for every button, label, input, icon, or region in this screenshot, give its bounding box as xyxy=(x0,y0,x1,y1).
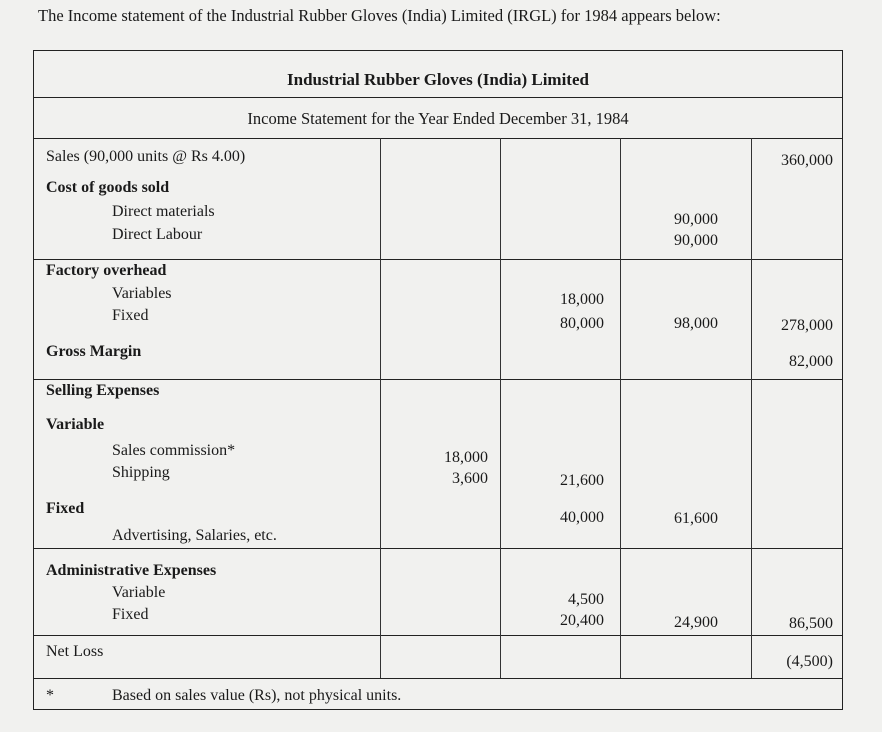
fixed-selling-label: Fixed xyxy=(46,500,85,517)
column-divider-1 xyxy=(380,138,381,678)
admin-subtotal: 24,900 xyxy=(674,614,718,631)
administrative-expenses-label: Administrative Expenses xyxy=(46,562,217,579)
sales-commission-value: 18,000 xyxy=(444,449,488,466)
admin-fixed-value: 20,400 xyxy=(560,612,604,629)
direct-labour-label: Direct Labour xyxy=(112,226,203,243)
fo-variables-label: Variables xyxy=(112,285,172,302)
rule-under-admin xyxy=(34,635,842,636)
company-name: Industrial Rubber Gloves (India) Limited xyxy=(287,70,589,89)
admin-variable-value: 4,500 xyxy=(568,591,604,608)
sales-total: 360,000 xyxy=(781,152,833,169)
column-divider-2 xyxy=(500,138,501,678)
fo-subtotal: 98,000 xyxy=(674,315,718,332)
cogs-label: Cost of goods sold xyxy=(46,179,170,196)
variable-selling-subtotal: 21,600 xyxy=(560,472,604,489)
net-loss-label: Net Loss xyxy=(46,643,104,660)
shipping-value: 3,600 xyxy=(452,470,488,487)
shipping-label: Shipping xyxy=(112,464,170,481)
footnote-text: Based on sales value (Rs), not physical units. xyxy=(112,687,402,704)
column-divider-4 xyxy=(751,138,752,678)
admin-variable-label: Variable xyxy=(112,584,166,601)
rule-under-selling xyxy=(34,548,842,549)
admin-fixed-label: Fixed xyxy=(112,606,149,623)
direct-materials-label: Direct materials xyxy=(112,203,215,220)
fo-fixed-label: Fixed xyxy=(112,307,149,324)
rule-under-title xyxy=(34,138,842,139)
selling-subtotal: 61,600 xyxy=(674,510,718,527)
faint-page-text xyxy=(725,30,729,46)
direct-labour-value: 90,000 xyxy=(674,232,718,249)
factory-overhead-label: Factory overhead xyxy=(46,262,167,279)
rule-under-gross-margin xyxy=(34,379,842,380)
advertising-label: Advertising, Salaries, etc. xyxy=(112,527,277,544)
net-loss-total: (4,500) xyxy=(786,653,833,670)
fo-fixed-value: 80,000 xyxy=(560,315,604,332)
sales-commission-label: Sales commission* xyxy=(112,442,236,459)
column-divider-3 xyxy=(620,138,621,678)
fixed-selling-value: 40,000 xyxy=(560,509,604,526)
statement-title: Income Statement for the Year Ended December 31, 1984 xyxy=(247,109,629,128)
footnote-marker: * xyxy=(46,687,54,704)
rule-under-net-loss xyxy=(34,678,842,679)
income-statement-table xyxy=(33,50,843,710)
gross-margin-label: Gross Margin xyxy=(46,343,142,360)
admin-total: 86,500 xyxy=(789,615,833,632)
selling-expenses-label: Selling Expenses xyxy=(46,382,160,399)
gross-margin-total: 82,000 xyxy=(789,353,833,370)
fo-total: 278,000 xyxy=(781,317,833,334)
direct-materials-value: 90,000 xyxy=(674,211,718,228)
variable-selling-label: Variable xyxy=(46,416,105,433)
sales-label: Sales (90,000 units @ Rs 4.00) xyxy=(46,148,246,165)
fo-variables-value: 18,000 xyxy=(560,291,604,308)
intro-text: The Income statement of the Industrial Rubber Gloves (India) Limited (IRGL) for 1984 appears below: xyxy=(38,6,721,25)
rule-under-company xyxy=(34,97,842,98)
rule-under-cogs xyxy=(34,259,842,260)
